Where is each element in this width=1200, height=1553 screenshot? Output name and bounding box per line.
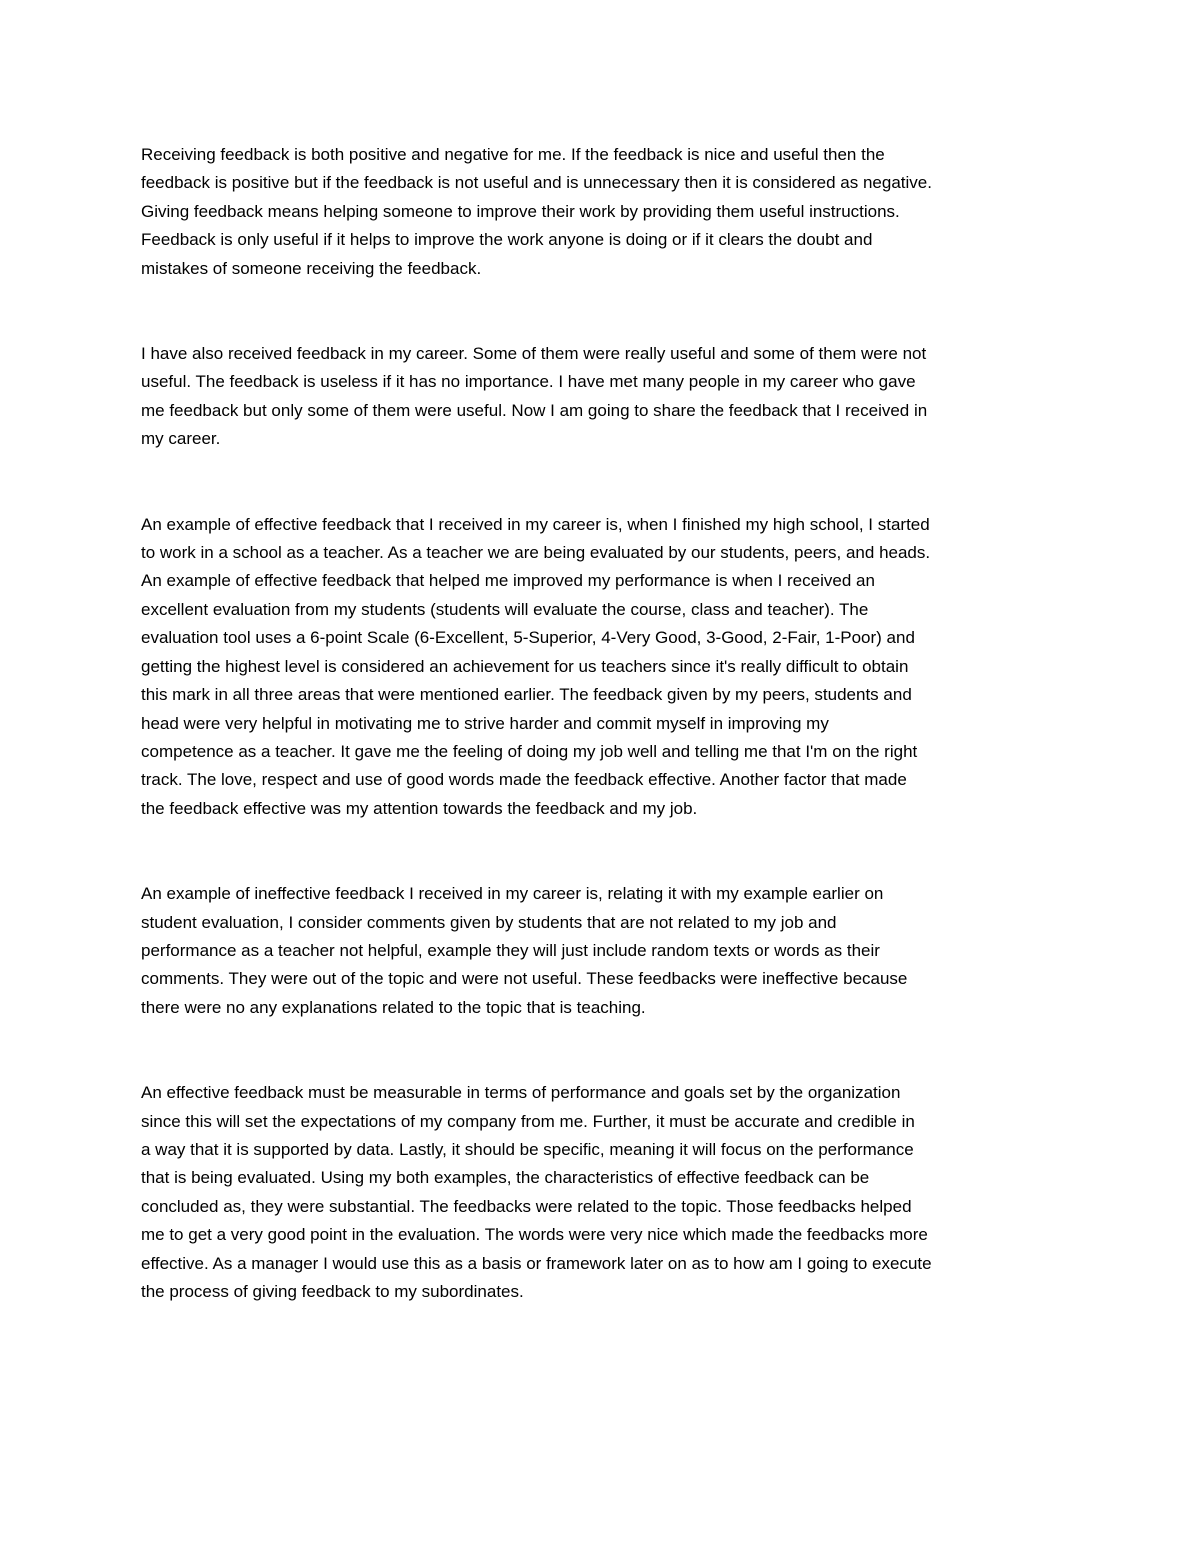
text-line: Giving feedback means helping someone to improve their work by providing them useful instructions. — [141, 201, 900, 221]
paragraph-2 — [141, 340, 1066, 454]
text-line: Feedback is only useful if it helps to improve the work anyone is doing or if it clears the doubt and — [141, 230, 873, 250]
text-line: the feedback effective was my attention towards the feedback and my job. — [141, 798, 698, 818]
text-line: my career. — [141, 429, 221, 449]
text-line: An example of effective feedback that I received in my career is, when I finished my high school, I started — [141, 514, 930, 534]
text-line: feedback is positive but if the feedback is not useful and is unnecessary then it is considered as negative. — [141, 173, 932, 193]
text-line: a way that it is supported by data. Lastly, it should be specific, meaning it will focus on the performance — [141, 1139, 914, 1159]
text-line: An example of ineffective feedback I received in my career is, relating it with my example earlier on — [141, 884, 884, 904]
paragraph-5 — [141, 1079, 1066, 1306]
text-line: me feedback but only some of them were useful. Now I am going to share the feedback that I received in — [141, 400, 928, 420]
text-line: comments. They were out of the topic and were not useful. These feedbacks were ineffective because — [141, 969, 908, 989]
text-line: performance as a teacher not helpful, example they will just include random texts or words as their — [141, 940, 880, 960]
text-line: student evaluation, I consider comments given by students that are not related to my job and — [141, 912, 837, 932]
text-line: mistakes of someone receiving the feedback. — [141, 258, 482, 278]
text-line: An example of effective feedback that helped me improved my performance is when I received an — [141, 571, 875, 591]
text-line: there were no any explanations related to the topic that is teaching. — [141, 997, 646, 1017]
text-line: evaluation tool uses a 6-point Scale (6-Excellent, 5-Superior, 4-Very Good, 3-Good, 2-Fair, 1-Poor) and — [141, 628, 915, 648]
paragraph-3 — [141, 511, 1066, 823]
text-line: that is being evaluated. Using my both examples, the characteristics of effective feedback can be — [141, 1168, 870, 1188]
text-line: this mark in all three areas that were mentioned earlier. The feedback given by my peers, students and — [141, 685, 912, 705]
paragraph-spacer — [141, 283, 1066, 340]
text-line: I have also received feedback in my career. Some of them were really useful and some of them were not — [141, 344, 927, 364]
text-line: track. The love, respect and use of good words made the feedback effective. Another factor that made — [141, 770, 907, 790]
text-line: the process of giving feedback to my subordinates. — [141, 1282, 524, 1301]
text-line: competence as a teacher. It gave me the feeling of doing my job well and telling me that I'm on the right — [141, 741, 918, 761]
text-line: excellent evaluation from my students (students will evaluate the course, class and teacher). The — [141, 599, 869, 619]
paragraph-spacer — [141, 454, 1066, 511]
text-line: getting the highest level is considered an achievement for us teachers since it's really difficult to obtain — [141, 656, 909, 676]
paragraph-1 — [141, 141, 1066, 283]
text-line: head were very helpful in motivating me to strive harder and commit myself in improving my — [141, 713, 829, 733]
text-line: Receiving feedback is both positive and negative for me. If the feedback is nice and useful then the — [141, 145, 885, 164]
text-line: since this will set the expectations of my company from me. Further, it must be accurate and credible in — [141, 1111, 915, 1131]
paragraph-spacer — [141, 1022, 1066, 1079]
text-line: to work in a school as a teacher. As a teacher we are being evaluated by our students, peers, and heads. — [141, 543, 931, 563]
text-line: concluded as, they were substantial. The feedbacks were related to the topic. Those feedbacks helped — [141, 1196, 912, 1216]
document-body — [141, 141, 1066, 1306]
text-line: An effective feedback must be measurable in terms of performance and goals set by the organization — [141, 1083, 901, 1103]
paragraph-spacer — [141, 823, 1066, 880]
text-line: useful. The feedback is useless if it has no importance. I have met many people in my career who gave — [141, 372, 916, 392]
text-line: me to get a very good point in the evaluation. The words were very nice which made the feedbacks more — [141, 1225, 928, 1245]
text-line: effective. As a manager I would use this as a basis or framework later on as to how am I going to execute — [141, 1253, 932, 1273]
paragraph-4 — [141, 880, 1066, 1022]
